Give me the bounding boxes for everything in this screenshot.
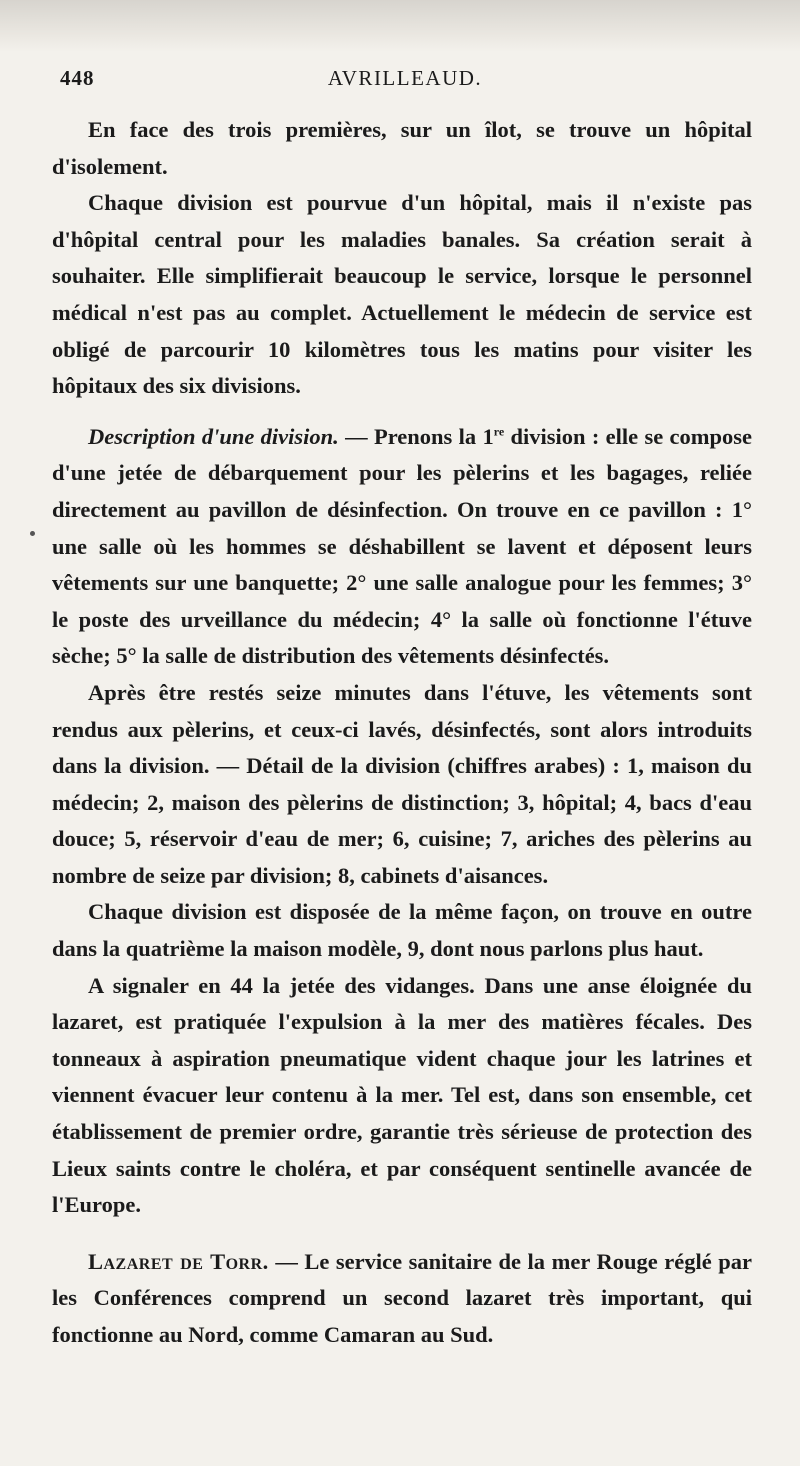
paragraph-division-description <box>52 419 752 675</box>
text-body <box>52 112 752 1354</box>
paragraph-lazaret-torr <box>52 1244 752 1354</box>
section-heading-torr: Lazaret de Torr. <box>88 1248 269 1274</box>
paragraph-division-hospitals: Chaque division est pourvue d'un hôpital, mais il n'existe pas d'hôpital central pour les maladies banales. Sa création serait à souhaiter. Elle simplifierait beaucoup le service, lorsque le personnel médical n'est pas au complet. Actuellement le médecin de service est obligé de parcourir 10 kilomètres tous les matins pour visiter les hôpitaux des six divisions. <box>52 190 752 399</box>
running-head <box>60 66 750 100</box>
section-heading-description: Description d'une division. <box>88 423 339 449</box>
paragraph-text: — Prenons la 1 <box>338 423 494 449</box>
paragraph-text: — Le service sanitaire de la mer Rouge réglé par les Conférences comprend un second lazaret très important, qui fonctionne au Nord, comme Camaran au Sud. <box>52 1248 752 1347</box>
paragraph-isolation-hospital: En face des trois premières, sur un îlot, se trouve un hôpital d'isolement. <box>52 117 752 179</box>
running-title: AVRILLEAUD. <box>327 66 483 90</box>
paragraph-division-details: Après être restés seize minutes dans l'étuve, les vêtements sont rendus aux pèlerins, et ceux-ci lavés, désinfectés, sont alors introduits dans la division. — Détail de la division (chiffres arabes) : 1, maison du médecin; 2, maison des pèlerins de distinction; 3, hôpital; 4, bacs d'eau douce; 5, réservoir d'eau de mer; 6, cuisine; 7, ariches des pèlerins au nombre de seize par division; 8, cabinets d'aisances. <box>52 679 752 888</box>
paragraph-sewage-jetty: A signaler en 44 la jetée des vidanges. Dans une anse éloignée du lazaret, est pratiquée l'expulsion à la mer des matières fécales. Des tonneaux à aspiration pneumatique vident chaque jour les latrines et viennent évacuer leur contenu à la mer. Tel est, dans son ensemble, cet établissement de premier ordre, garantie très sérieuse de protection des Lieux saints contre le choléra, et par conséquent sentinelle avancée de l'Europe. <box>52 972 752 1218</box>
scan-shadow <box>0 0 800 52</box>
page-number: 448 <box>60 66 95 90</box>
spacer <box>52 405 752 419</box>
paragraph-text: division : elle se compose d'une jetée de débarquement pour les pèlerins et les bagages, reliée directement au pavillon de désinfection. On trouve en ce pavillon : 1° une salle où les hommes se déshabillent se lavent et déposent leurs vêtements sur une banquette; 2° une salle analogue pour les femmes; 3° le poste des urveillance du médecin; 4° la salle où fonctionne l'étuve sèche; 5° la salle de distribution des vêtements désinfectés. <box>52 423 752 669</box>
ordinal-superscript: re <box>493 424 505 439</box>
spacer <box>52 1224 752 1244</box>
paragraph-division-layout: Chaque division est disposée de la même façon, on trouve en outre dans la quatrième la maison modèle, 9, dont nous parlons plus haut. <box>52 899 752 962</box>
margin-mark <box>30 531 35 536</box>
